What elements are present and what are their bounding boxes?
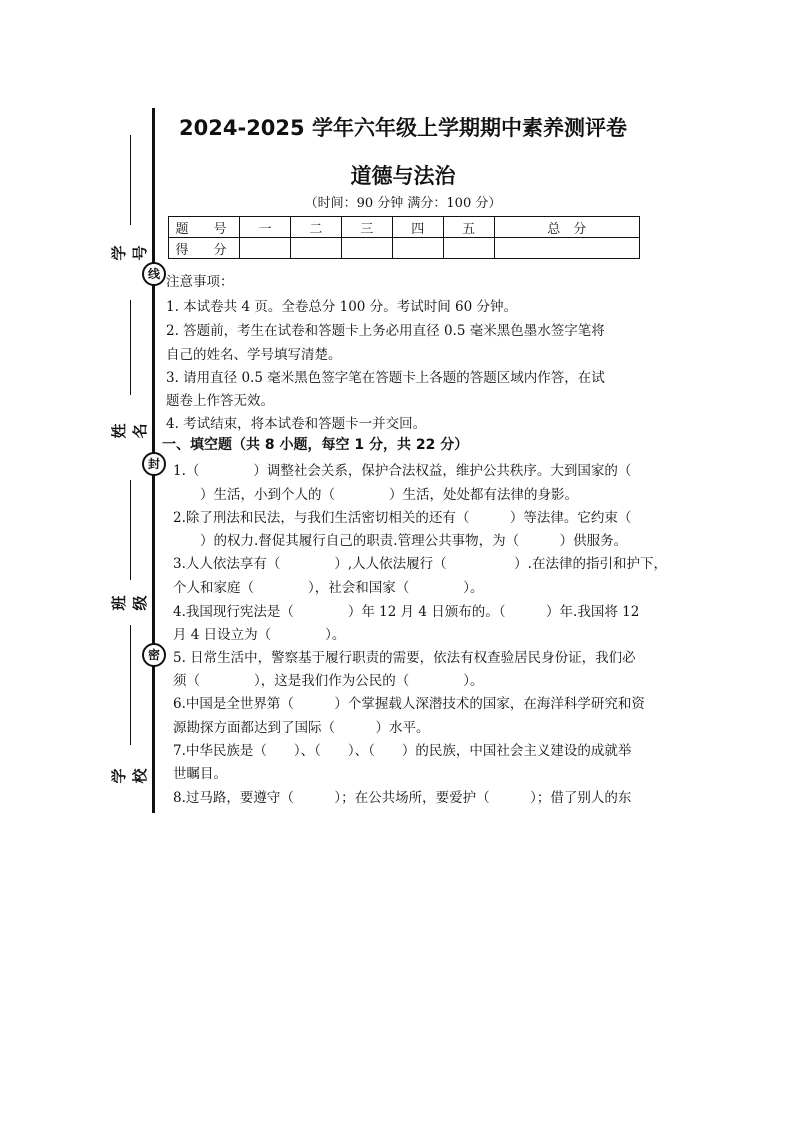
school-fill-line: [130, 625, 131, 745]
score-cell[interactable]: [290, 238, 341, 259]
student-id-label: 学号: [110, 245, 149, 261]
subject-title: 道德与法治: [350, 164, 456, 188]
question-line: ）生活，小到个人的（ ）生活，处处都有法律的身影。: [173, 487, 578, 503]
question-line: 8.过马路，要遵守（ ）；在公共场所，要爱护（ ）；借了别人的东: [173, 790, 632, 806]
question-line: 须（ ），这是我们作为公民的（ ）。: [173, 673, 484, 689]
note-line: 题卷上作答无效。: [166, 393, 274, 409]
question-line: 世瞩目。: [173, 766, 227, 782]
score-header-cell: 题 号: [169, 217, 240, 238]
score-table-score-row: [169, 238, 640, 259]
seal-mi: 密: [142, 643, 166, 667]
score-table-header-row: [169, 217, 640, 238]
score-table: [168, 216, 640, 259]
exam-title: 2024-2025 学年六年级上学期期中素养测评卷: [179, 116, 627, 140]
score-header-cell: 四: [392, 217, 443, 238]
question-line: 2.除了刑法和民法，与我们生活密切相关的还有（ ）等法律。它约束（: [173, 510, 632, 526]
question-line: 1.（ ）调整社会关系，保护合法权益，维护公共秩序。大到国家的（: [173, 463, 632, 479]
question-line: ）的权力.督促其履行自己的职责.管理公共事物，为（ ）供服务。: [173, 533, 628, 549]
note-line: 自己的姓名、学号填写清楚。: [166, 347, 342, 363]
question-line: 5. 日常生活中，警察基于履行职责的需要，依法有权查验居民身份证，我们必: [173, 650, 636, 666]
name-label: 姓名: [110, 423, 149, 439]
score-header-cell: 二: [290, 217, 341, 238]
question-line: 7.中华民族是（ ）、（ ）、（ ）的民族，中国社会主义建设的成就举: [173, 743, 632, 759]
score-row-label: 得 分: [169, 238, 240, 259]
school-label: 学校: [110, 768, 149, 784]
question-line: 个人和家庭（ ），社会和国家（ ）。: [173, 580, 484, 596]
score-header-cell: 总 分: [494, 217, 639, 238]
class-label: 班级: [110, 595, 149, 611]
question-line: 3.人人依法享有（ ）,人人依法履行（ ）.在法律的指引和护下，: [173, 556, 667, 572]
name-fill-line: [130, 300, 131, 395]
score-cell[interactable]: [443, 238, 494, 259]
score-cell[interactable]: [240, 238, 291, 259]
section-heading: 一、填空题（共 8 小题，每空 1 分，共 22 分）: [162, 437, 469, 453]
seal-xian: 线: [142, 262, 166, 286]
note-line: 1. 本试卷共 4 页。全卷总分 100 分。考试时间 60 分钟。: [166, 299, 517, 315]
time-info: （时间：90 分钟 满分：100 分）: [304, 196, 502, 211]
score-header-cell: 五: [443, 217, 494, 238]
note-line: 2. 答题前，考生在试卷和答题卡上务必用直径 0.5 毫米黑色墨水签字笔将: [166, 323, 605, 339]
score-header-cell: 三: [341, 217, 392, 238]
score-cell[interactable]: [392, 238, 443, 259]
notes-heading: 注意事项：: [166, 274, 234, 290]
student-id-fill-line: [130, 135, 131, 225]
question-line: 源勘探方面都达到了国际（ ）水平。: [173, 720, 430, 736]
class-fill-line: [130, 480, 131, 580]
note-line: 3. 请用直径 0.5 毫米黑色签字笔在答题卡上各题的答题区域内作答，在试: [166, 370, 605, 386]
score-cell[interactable]: [494, 238, 639, 259]
score-header-cell: 一: [240, 217, 291, 238]
question-line: 6.中国是全世界第（ ）个掌握载人深潜技术的国家，在海洋科学研究和资: [173, 696, 645, 712]
note-line: 4. 考试结束，将本试卷和答题卡一并交回。: [166, 416, 427, 432]
question-line: 月 4 日设立为（ ）。: [173, 627, 346, 643]
question-line: 4.我国现行宪法是（ ）年 12 月 4 日颁布的。（ ）年.我国将 12: [173, 604, 640, 620]
score-cell[interactable]: [341, 238, 392, 259]
seal-feng: 封: [142, 452, 166, 476]
